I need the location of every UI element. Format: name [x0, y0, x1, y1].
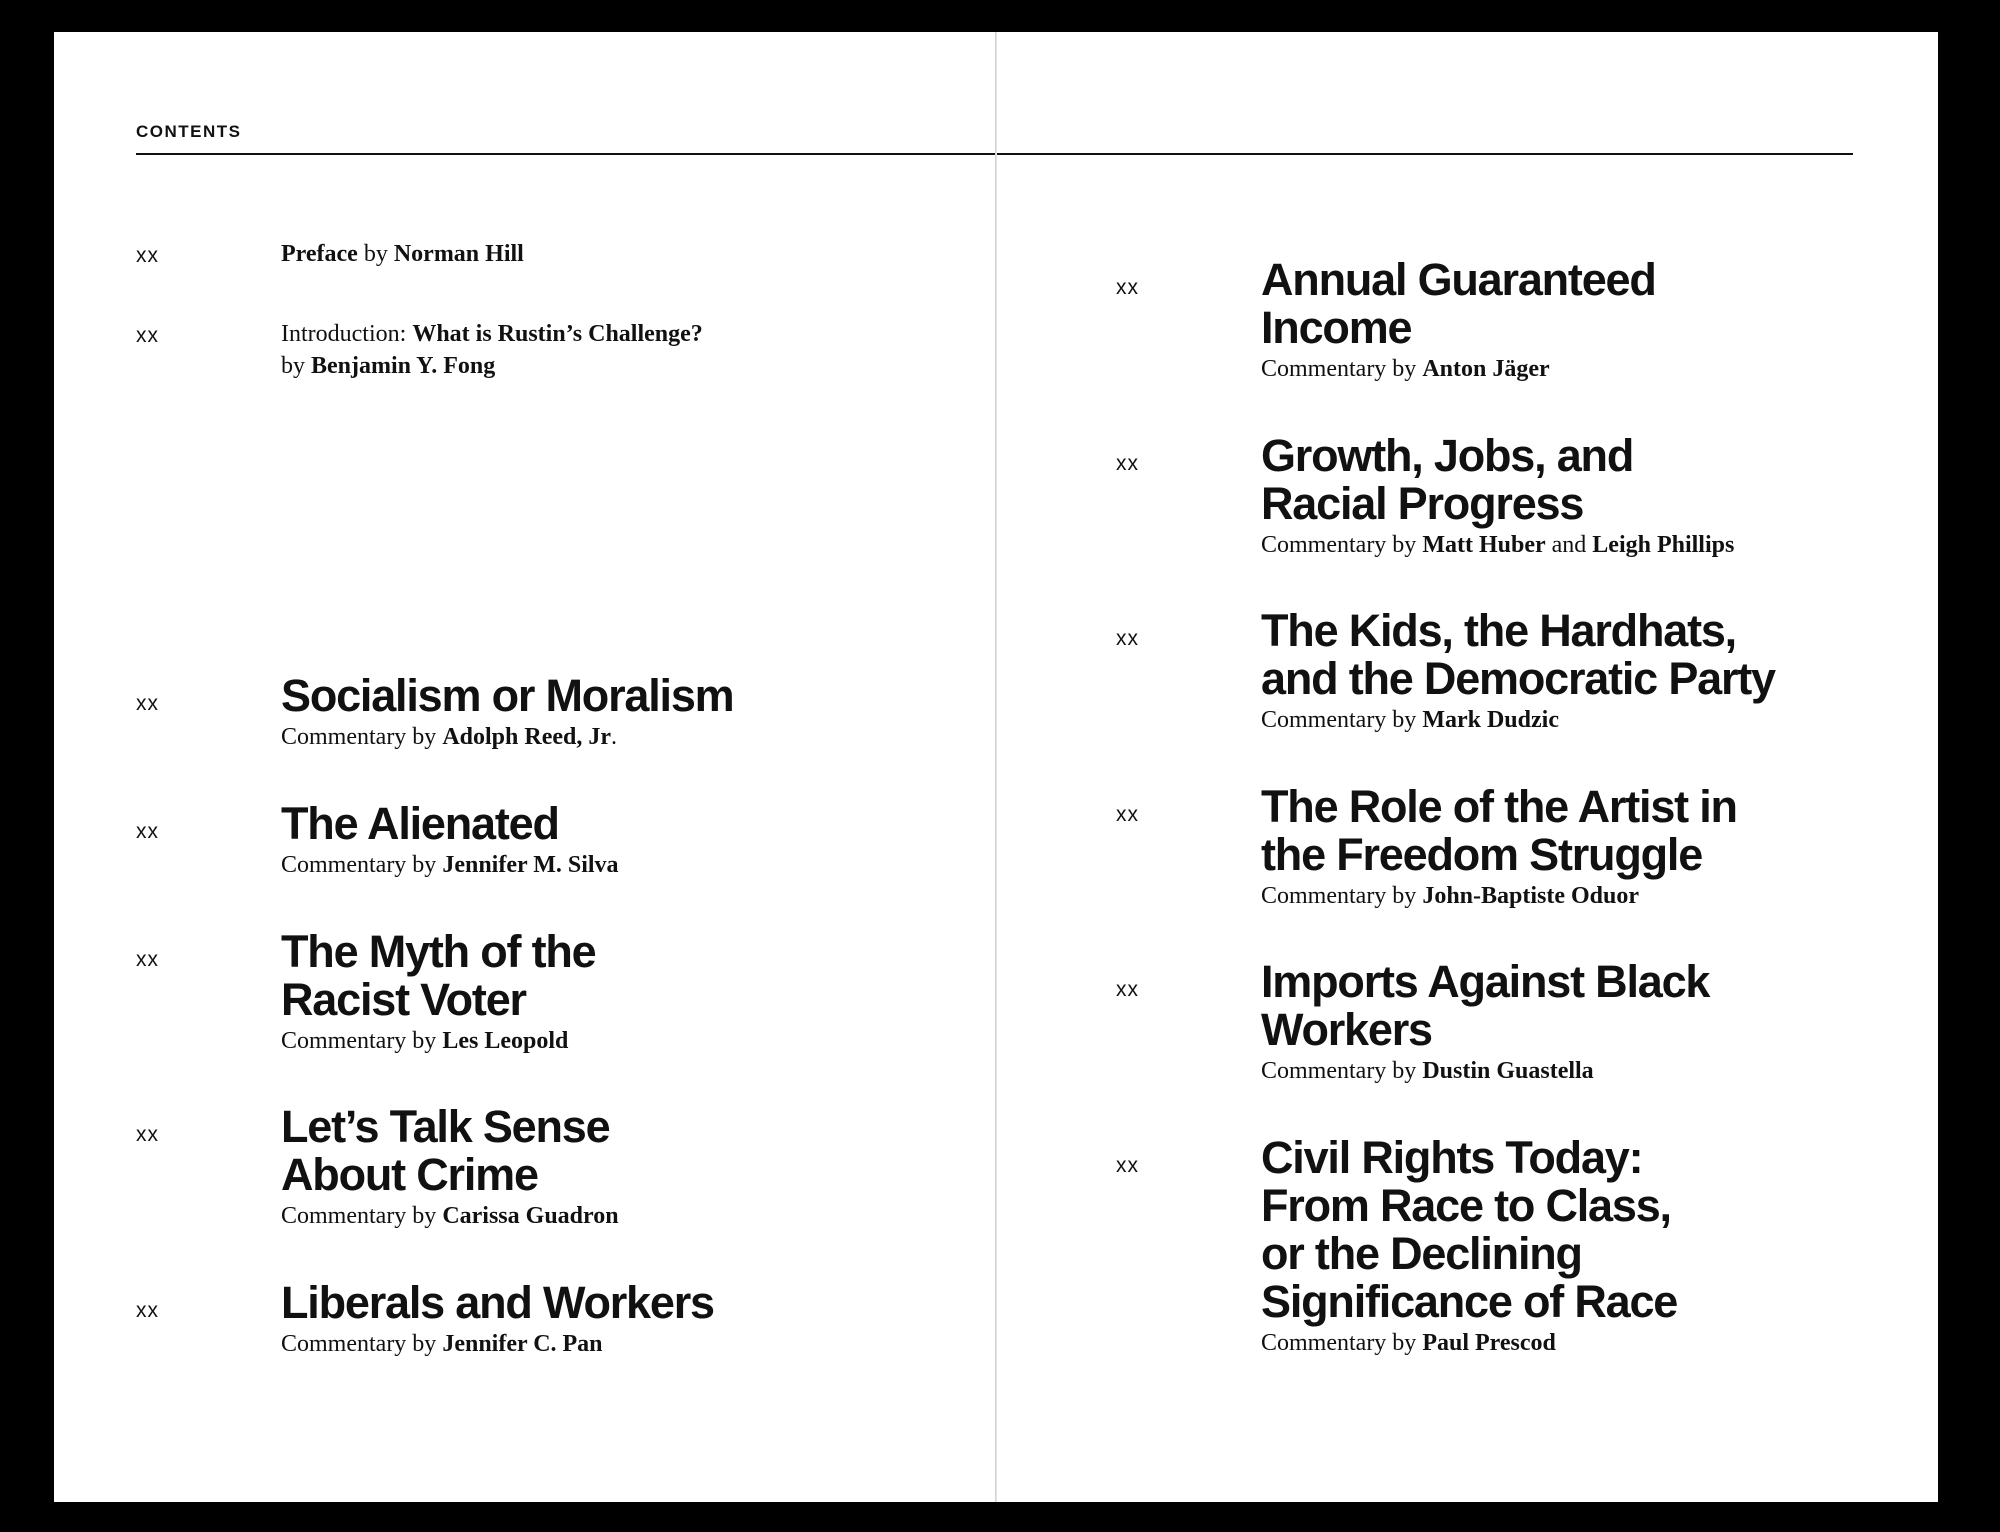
by-text: by [357, 241, 394, 267]
entry-title-line: The Role of the Artist in [1261, 781, 1737, 832]
entry-title-line: Let’s Talk Sense [281, 1101, 610, 1152]
commentary-prefix: Commentary by [1261, 532, 1423, 558]
commentary-line [281, 1201, 619, 1231]
preface-label: Preface [281, 241, 358, 267]
commentary-prefix: Commentary by [281, 1028, 443, 1054]
commentary-line [1261, 705, 1775, 735]
commentary-author: Mark Dudzic [1422, 707, 1559, 733]
page-number: xx [1116, 627, 1139, 650]
commentary-prefix: Commentary by [1261, 1330, 1423, 1356]
entry-title-line: From Race to Class, [1261, 1180, 1671, 1231]
commentary-line [1261, 530, 1734, 560]
toc-entry [281, 1279, 714, 1359]
commentary-prefix: Commentary by [281, 724, 443, 750]
entry-title: Socialism or Moralism [281, 670, 734, 721]
page-number: xx [136, 692, 159, 715]
introduction-entry [281, 318, 703, 382]
toc-entry [281, 800, 619, 880]
introduction-author: Benjamin Y. Fong [311, 353, 496, 379]
commentary-author: Jennifer C. Pan [442, 1331, 603, 1357]
toc-entry [281, 1103, 619, 1231]
commentary-and: and [1545, 532, 1593, 558]
page-number: xx [1116, 1154, 1139, 1177]
preface-entry [281, 238, 524, 270]
page-number: xx [1116, 452, 1139, 475]
entry-title-line: Civil Rights Today: [1261, 1132, 1643, 1183]
entry-title-line: Racist Voter [281, 974, 526, 1025]
commentary-prefix: Commentary by [281, 1331, 443, 1357]
toc-entry [281, 672, 733, 752]
entry-title: Liberals and Workers [281, 1277, 714, 1328]
entry-title-line: Growth, Jobs, and [1261, 430, 1634, 481]
commentary-line [1261, 881, 1737, 911]
commentary-line [281, 1026, 595, 1056]
preface-author: Norman Hill [393, 241, 524, 267]
left-page [54, 32, 995, 1502]
commentary-author: Paul Prescod [1422, 1330, 1556, 1356]
page-number: xx [136, 948, 159, 971]
commentary-line [281, 722, 733, 752]
commentary-prefix: Commentary by [1261, 356, 1423, 382]
commentary-author: Anton Jäger [1422, 356, 1550, 382]
commentary-line [281, 850, 619, 880]
entry-title-line: and the Democratic Party [1261, 653, 1775, 704]
commentary-prefix: Commentary by [1261, 707, 1423, 733]
page-number: xx [136, 820, 159, 843]
commentary-prefix: Commentary by [1261, 1058, 1423, 1084]
header-rule [136, 153, 995, 155]
commentary-author: Matt Huber [1422, 532, 1546, 558]
commentary-author: Les Leopold [442, 1028, 569, 1054]
entry-title: The Alienated [281, 798, 559, 849]
entry-title-line: Income [1261, 302, 1412, 353]
toc-entry [1261, 607, 1775, 735]
toc-entry [281, 928, 595, 1056]
toc-entry [1261, 783, 1737, 911]
entry-title-line: The Kids, the Hardhats, [1261, 605, 1736, 656]
toc-entry [1261, 1134, 1677, 1358]
page-number: xx [136, 1299, 159, 1322]
entry-title-line: Workers [1261, 1004, 1432, 1055]
commentary-author: Carissa Guadron [442, 1203, 619, 1229]
commentary-line [1261, 1328, 1677, 1358]
header-rule [997, 153, 1853, 155]
commentary-author: Dustin Guastella [1422, 1058, 1594, 1084]
page-number: xx [1116, 978, 1139, 1001]
book-spread [54, 32, 1938, 1502]
page-number: xx [136, 1123, 159, 1146]
by-text: by [281, 353, 311, 379]
commentary-author: John-Baptiste Oduor [1422, 883, 1640, 909]
entry-title-line: Annual Guaranteed [1261, 254, 1656, 305]
entry-title-line: Racial Progress [1261, 478, 1584, 529]
page-number: xx [1116, 803, 1139, 826]
entry-title-line: The Myth of the [281, 926, 596, 977]
commentary-line [1261, 1056, 1709, 1086]
entry-title-line: Significance of Race [1261, 1276, 1678, 1327]
toc-entry [1261, 432, 1734, 560]
commentary-prefix: Commentary by [281, 1203, 443, 1229]
toc-entry [1261, 958, 1709, 1086]
commentary-author: Jennifer M. Silva [442, 852, 619, 878]
page-number: xx [136, 324, 159, 347]
entry-title-line: the Freedom Struggle [1261, 829, 1703, 880]
commentary-suffix: . [611, 724, 617, 750]
right-page [997, 32, 1938, 1502]
commentary-prefix: Commentary by [281, 852, 443, 878]
commentary-author: Leigh Phillips [1592, 532, 1735, 558]
entry-title-line: Imports Against Black [1261, 956, 1710, 1007]
introduction-prefix: Introduction: [281, 321, 413, 347]
commentary-line [281, 1329, 714, 1359]
contents-heading: CONTENTS [136, 122, 242, 141]
commentary-prefix: Commentary by [1261, 883, 1423, 909]
commentary-author: Adolph Reed, Jr [442, 724, 611, 750]
introduction-title: What is Rustin’s Challenge? [412, 321, 703, 347]
page-number: xx [1116, 276, 1139, 299]
entry-title-line: About Crime [281, 1149, 538, 1200]
toc-entry [1261, 256, 1656, 384]
page-number: xx [136, 244, 159, 267]
commentary-line [1261, 354, 1656, 384]
entry-title-line: or the Declining [1261, 1228, 1582, 1279]
